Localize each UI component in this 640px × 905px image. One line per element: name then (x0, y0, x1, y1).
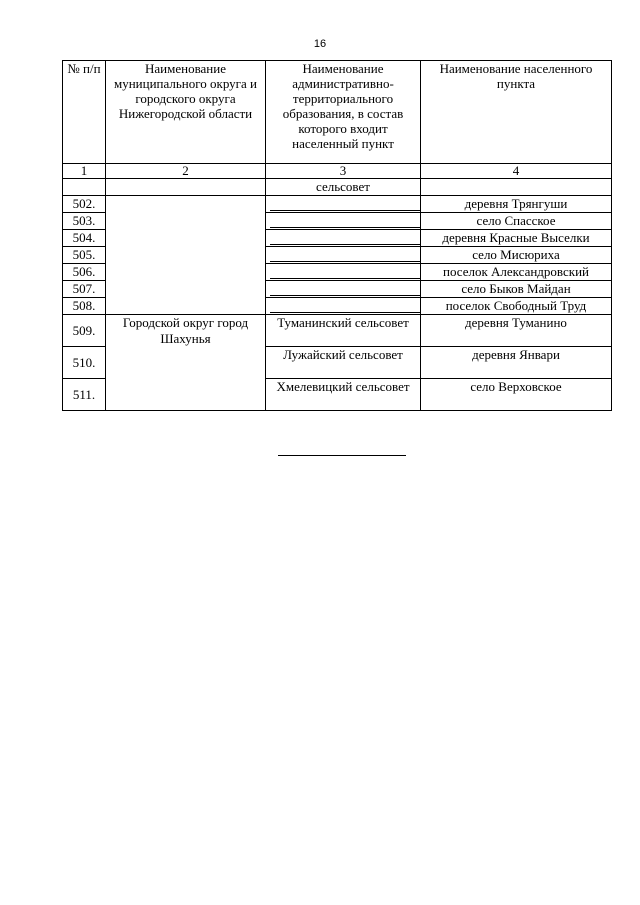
header-municipality: Наименование муниципального округа и городского округа Нижегородской области (106, 61, 266, 164)
settlement-cell: деревня Красные Выселки (421, 230, 612, 247)
column-index-row (63, 164, 612, 179)
admin-unit-cell (266, 230, 421, 247)
admin-unit-cell (266, 281, 421, 298)
settlement-cell: деревня Туманино (421, 315, 612, 347)
row-number: 503. (63, 213, 106, 230)
row-number: 510. (63, 347, 106, 379)
table-header-row (63, 61, 612, 164)
settlement-cell: поселок Александровский (421, 264, 612, 281)
municipality-cell (106, 196, 266, 315)
row-number: 504. (63, 230, 106, 247)
header-number: № п/п (63, 61, 106, 164)
admin-unit-cell: Туманинский сельсовет (266, 315, 421, 347)
row-number: 508. (63, 298, 106, 315)
row-number: 507. (63, 281, 106, 298)
municipality-cell: Городской округ город Шахунья (106, 315, 266, 411)
table-cell (106, 179, 266, 196)
continuation-row (63, 179, 612, 196)
closing-line (278, 455, 406, 456)
settlement-cell: село Быков Майдан (421, 281, 612, 298)
table-cell (421, 179, 612, 196)
column-index: 4 (421, 164, 612, 179)
admin-unit-cell (266, 196, 421, 213)
row-number: 502. (63, 196, 106, 213)
row-number: 505. (63, 247, 106, 264)
column-index: 1 (63, 164, 106, 179)
table-cell (63, 179, 106, 196)
row-number: 506. (63, 264, 106, 281)
settlement-cell: деревня Январи (421, 347, 612, 379)
continuation-cell: сельсовет (266, 179, 421, 196)
header-settlement: Наименование населенного пункта (421, 61, 612, 164)
settlement-cell: деревня Трянгуши (421, 196, 612, 213)
admin-unit-cell: Хмелевицкий сельсовет (266, 379, 421, 411)
column-index: 3 (266, 164, 421, 179)
admin-unit-cell (266, 247, 421, 264)
row-number: 511. (63, 379, 106, 411)
table-row (63, 315, 612, 347)
column-index: 2 (106, 164, 266, 179)
admin-unit-cell (266, 298, 421, 315)
admin-unit-cell (266, 213, 421, 230)
settlement-cell: поселок Свободный Труд (421, 298, 612, 315)
admin-unit-cell: Лужайский сельсовет (266, 347, 421, 379)
page-number: 16 (313, 38, 327, 50)
settlement-cell: село Верховское (421, 379, 612, 411)
settlement-cell: село Спасское (421, 213, 612, 230)
settlement-cell: село Мисюриха (421, 247, 612, 264)
table-row (63, 196, 612, 213)
settlements-table (62, 60, 612, 411)
admin-unit-cell (266, 264, 421, 281)
row-number: 509. (63, 315, 106, 347)
header-admin-unit: Наименование административно-территориального образования, в состав которого входит населенный пункт (266, 61, 421, 164)
